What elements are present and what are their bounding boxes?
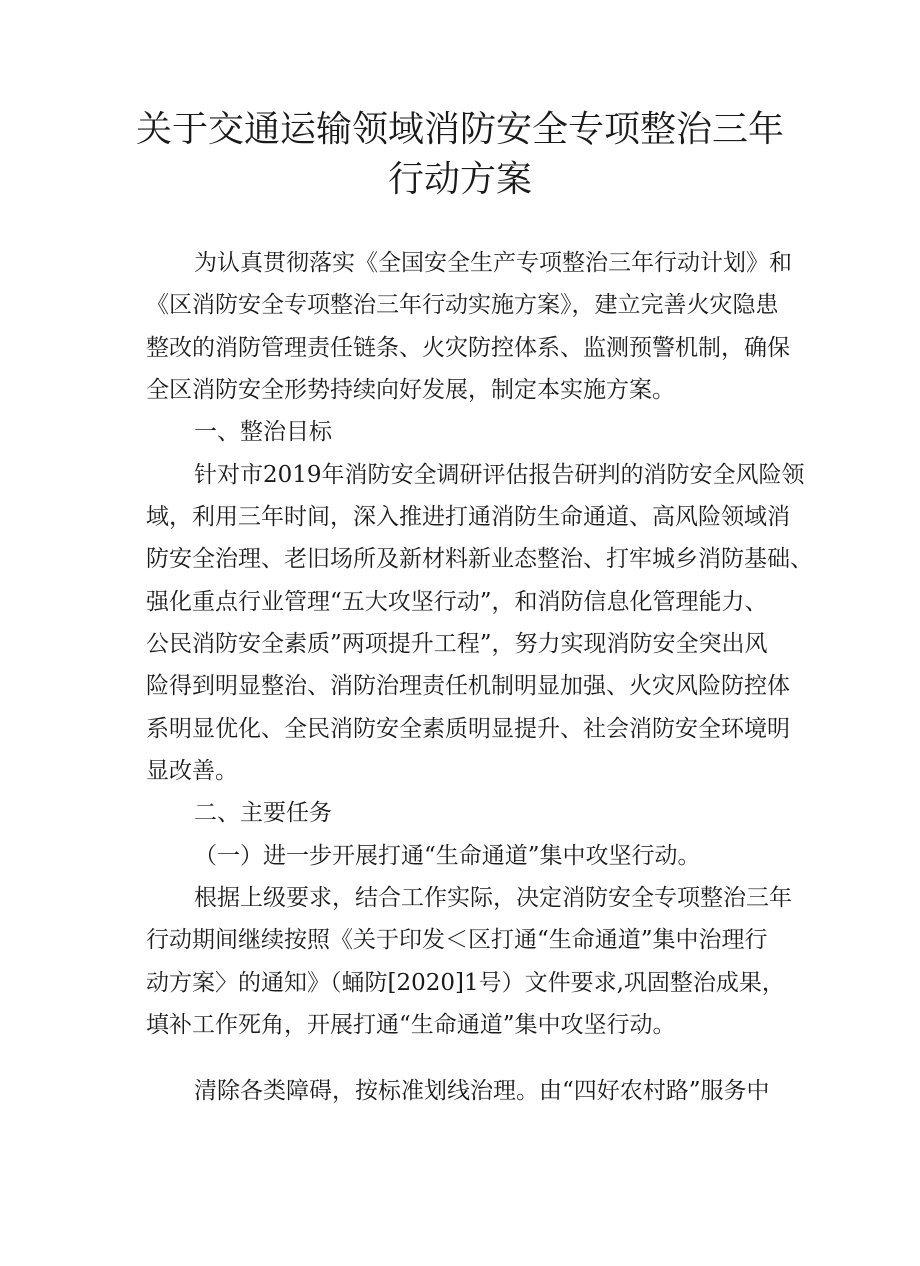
task1-line-2: 行动期间继续按照《关于印发＜区打通“生命通道”集中治理行 bbox=[146, 927, 768, 953]
document-title-line-1: 关于交通运输领域消防安全专项整治三年 bbox=[135, 109, 784, 150]
goals-line-3: 防安全治理、老旧场所及新材料新业态整治、打牢城乡消防基础、 bbox=[146, 546, 813, 572]
task1-para2-line-1: 清除各类障碍，按标准划线治理。由“四好农村路”服务中 bbox=[194, 1078, 770, 1104]
document-title-line-2: 行动方案 bbox=[387, 159, 532, 200]
section-heading-goals: 一、整治目标 bbox=[194, 419, 332, 445]
goals-line-5: 公民消防安全素质”两项提升工程”，努力实现消防安全突出风 bbox=[146, 631, 768, 657]
task1-line-4: 填补工作死角，开展打通“生命通道”集中攻坚行动。 bbox=[146, 1012, 676, 1038]
task1-line-1: 根据上级要求，结合工作实际，决定消防安全专项整治三年 bbox=[194, 885, 792, 911]
intro-line-3: 整改的消防管理责任链条、火灾防控体系、监测预警机制，确保 bbox=[146, 335, 790, 361]
section-heading-tasks: 二、主要任务 bbox=[194, 800, 332, 826]
intro-line-4: 全区消防安全形势持续向好发展，制定本实施方案。 bbox=[146, 377, 675, 403]
intro-line-2: 《区消防安全专项整治三年行动实施方案》，建立完善火灾隐患 bbox=[146, 292, 779, 318]
task1-line-3: 动方案〉的通知》（蛹防[2020]1号）文件要求,巩固整治成果， bbox=[146, 970, 785, 996]
intro-line-1: 为认真贯彻落实《全国安全生产专项整治三年行动计划》和 bbox=[194, 250, 792, 276]
subsection-heading-1: （一）进一步开展打通“生命通道”集中攻坚行动。 bbox=[194, 843, 701, 869]
goals-line-7: 系明显优化、全民消防安全素质明显提升、社会消防安全环境明 bbox=[146, 716, 790, 742]
goals-line-4: 强化重点行业管理“五大攻坚行动”，和消防信息化管理能力、 bbox=[146, 589, 768, 615]
goals-line-2: 域，利用三年时间，深入推进打通消防生命通道、高风险领域消 bbox=[146, 504, 790, 530]
goals-line-1: 针对市2019年消防安全调研评估报告研判的消防安全风险领 bbox=[194, 462, 805, 488]
goals-line-6: 险得到明显整治、消防治理责任机制明显加强、火灾风险防控体 bbox=[146, 673, 790, 699]
goals-line-8: 显改善。 bbox=[146, 758, 238, 784]
